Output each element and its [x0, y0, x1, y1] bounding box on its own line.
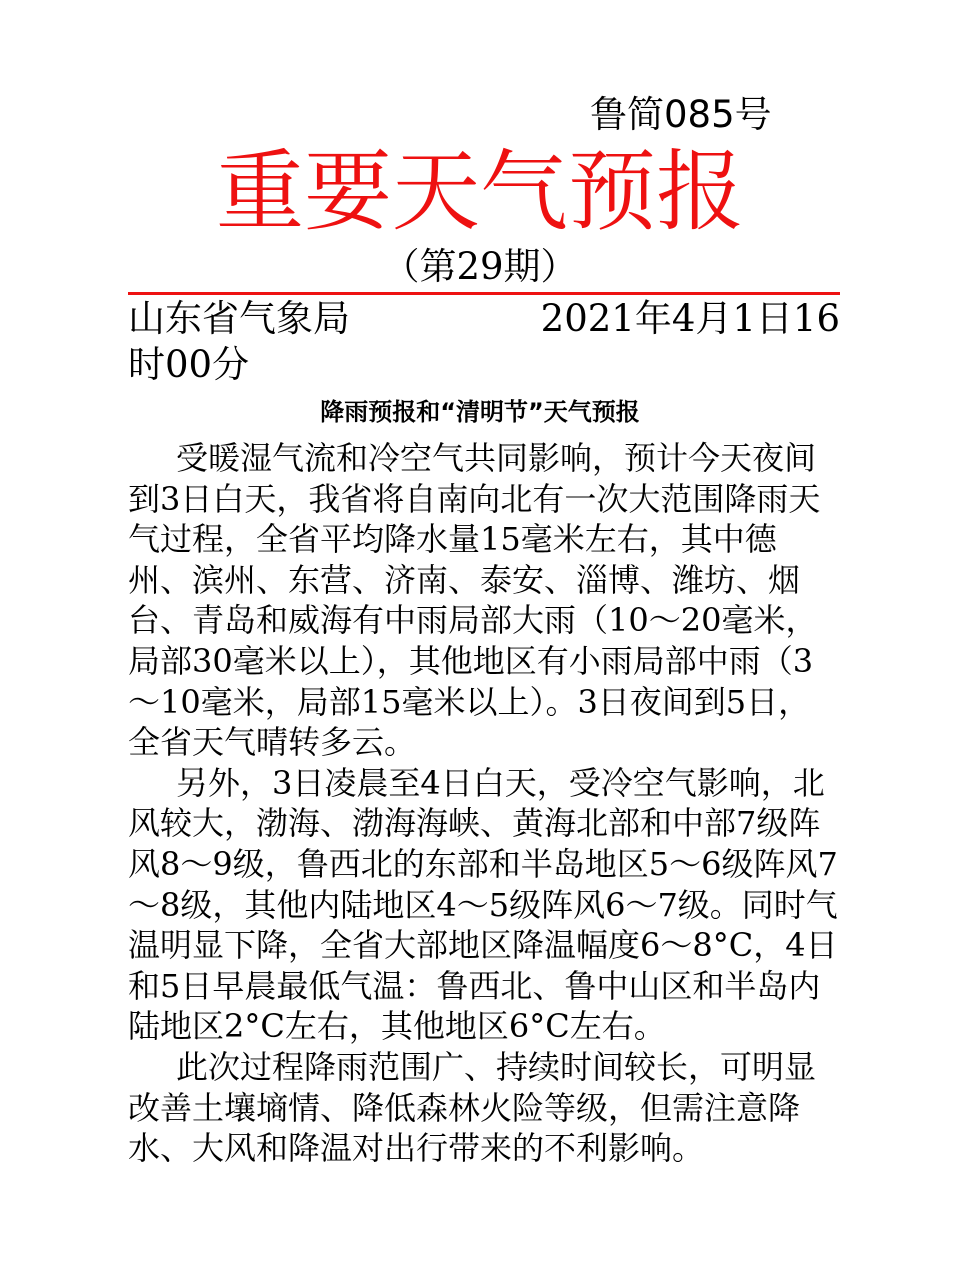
issuer: 山东省气象局	[128, 297, 350, 340]
main-title: 重要天气预报	[215, 140, 744, 243]
article-body	[128, 438, 840, 1169]
article-subtitle: 降雨预报和“清明节”天气预报	[320, 398, 640, 426]
issuer-date-block	[128, 296, 840, 388]
issue-number: （第29期）	[382, 245, 578, 288]
document-number: 鲁简085号	[590, 93, 772, 136]
header-divider	[128, 292, 840, 295]
issue-time: 时00分	[128, 343, 250, 386]
issue-date: 2021年4月1日16	[540, 297, 840, 340]
paragraph-impact: 此次过程降雨范围广、持续时间较长，可明显改善土壤墒情、降低森林火险等级，但需注意降水、大风和降温对出行带来的不利影响。	[128, 1047, 817, 1168]
paragraph-wind-temperature: 另外，3日凌晨至4日白天，受冷空气影响，北风较大，渤海、渤海海峡、黄海北部和中部7级阵风8～9级，鲁西北的东部和半岛地区5～6级阵风7～8级，其他内陆地区4～5级阵风6～7级。同时气温明显下降，全省大部地区降温幅度6～8°C，4日和5日早晨最低气温：鲁西北、鲁中山区和半岛内陆地区2°C左右，其他地区6°C左右。	[128, 763, 838, 1046]
issuer-date-line	[128, 296, 840, 342]
paragraph-rain-forecast: 受暖湿气流和冷空气共同影响，预计今天夜间到3日白天，我省将自南向北有一次大范围降雨天气过程，全省平均降水量15毫米左右，其中德州、滨州、东营、济南、泰安、淄博、潍坊、烟台、青岛和威海有中雨局部大雨（10～20毫米，局部30毫米以上），其他地区有小雨局部中雨（3～10毫米，局部15毫米以上）。3日夜间到5日，全省天气晴转多云。	[128, 439, 821, 762]
